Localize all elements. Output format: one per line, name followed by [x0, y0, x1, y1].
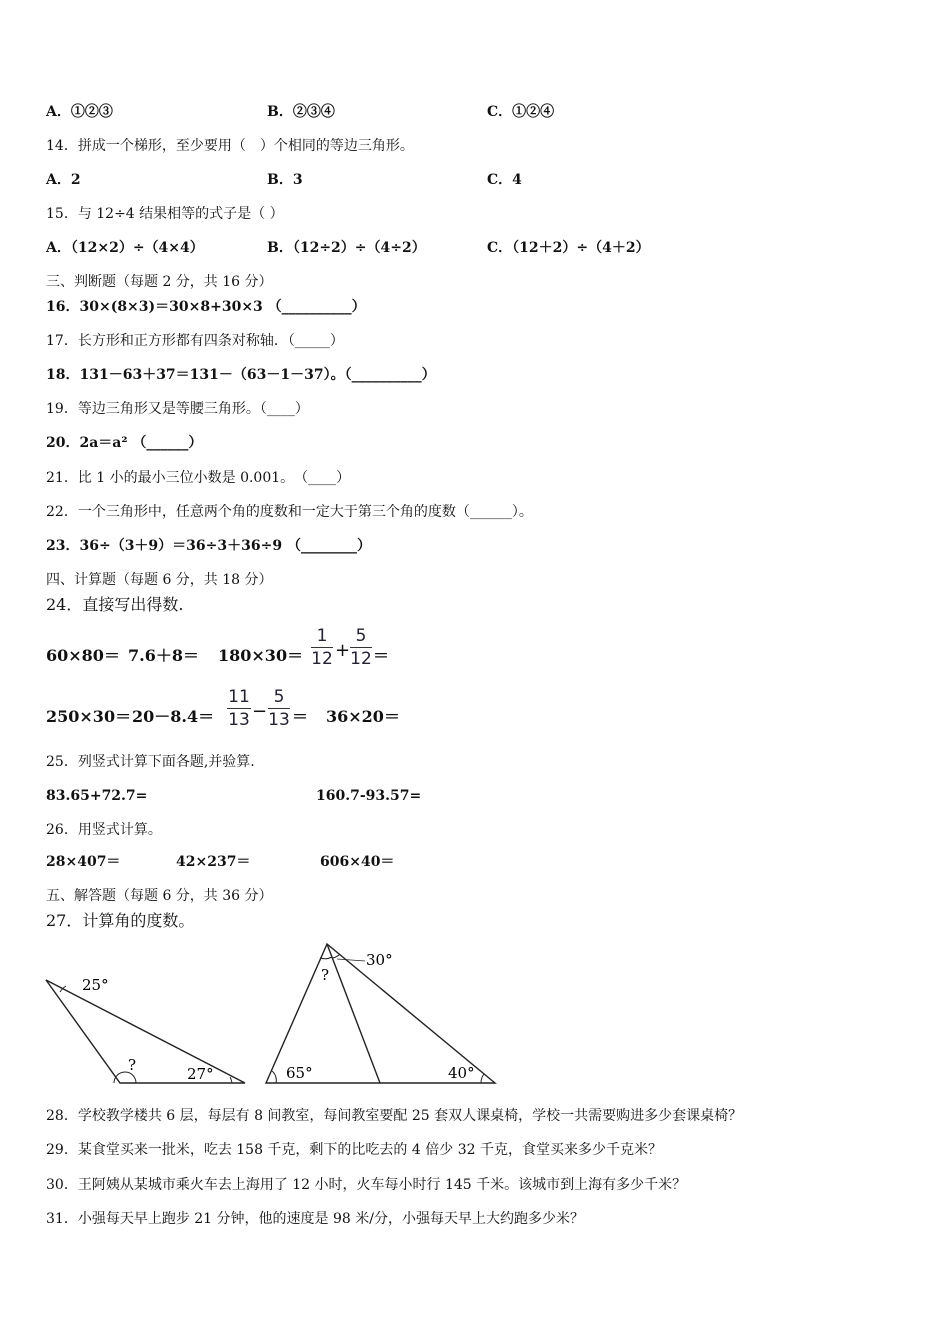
plus-sign: + — [335, 640, 351, 661]
q28: 28．学校教学楼共 6 层，每层有 8 间教室，每间教室要配 25 套双人课桌椅，学校一共需要购进多少套课桌椅？ — [46, 1108, 743, 1124]
section-4-heading: 四、计算题（每题 6 分，共 18 分） — [46, 572, 273, 588]
q15-option-b: B．（12÷2）÷（4÷2） — [267, 240, 426, 256]
q15-option-c: C．（12＋2）÷（4＋2） — [487, 240, 650, 256]
q13-option-b: B．②③④ — [267, 104, 335, 120]
q26-item-a: 28×407＝ — [46, 854, 121, 870]
q26-item-b: 42×237＝ — [176, 854, 251, 870]
minus-sign: − — [252, 701, 268, 722]
angle-label-unknown-1: ? — [128, 1056, 137, 1074]
q26-stem: 26．用竖式计算。 — [46, 822, 162, 838]
angle-label-40: 40° — [448, 1064, 475, 1082]
section-5-heading: 五、解答题（每题 6 分，共 36 分） — [46, 888, 273, 904]
q24-calc-3: 180×30＝ — [218, 646, 304, 665]
label-leader — [337, 959, 365, 961]
q13-option-a: A．①②③ — [46, 104, 113, 120]
q24-stem: 24．直接写出得数. — [46, 595, 184, 614]
q27-stem: 27．计算角的度数。 — [46, 911, 195, 930]
angle-label-unknown-2: ? — [321, 966, 330, 984]
angle-label-27: 27° — [187, 1065, 214, 1083]
q24-calc-6: 36×20＝ — [326, 707, 400, 726]
q24-fraction-2b: 5 13 — [268, 687, 290, 730]
angle-arc — [481, 1074, 484, 1083]
angle-label-30: 30° — [366, 951, 393, 969]
q25-stem: 25．列竖式计算下面各题,并验算. — [46, 754, 255, 770]
q23: 23．36÷（3＋9）＝36÷3＋36÷9 （________） — [46, 538, 371, 554]
q24-calc-5: 20－8.4＝ — [132, 707, 215, 726]
q24-fraction-1b: 5 12 — [350, 626, 372, 669]
q20: 20．2a＝a² （______） — [46, 435, 203, 451]
q19: 19．等边三角形又是等腰三角形。（____） — [46, 401, 309, 417]
angle-arc — [333, 954, 340, 958]
q29: 29．某食堂买来一批米，吃去 158 千克，剩下的比吃去的 4 倍少 32 千克，食堂买来多少千克米？ — [46, 1142, 662, 1158]
q14-stem: 14．拼成一个梯形，至少要用（ ）个相同的等边三角形。 — [46, 138, 414, 154]
q24-equals-2: ＝ — [292, 707, 309, 726]
q26-item-c: 606×40＝ — [320, 854, 395, 870]
angle-arc — [272, 1071, 276, 1083]
q27-triangle-figures — [40, 938, 510, 1090]
q15-option-a: A．（12×2）÷（4×4） — [46, 240, 204, 256]
q14-option-b: B．3 — [267, 172, 303, 188]
q24-calc-1: 60×80＝ — [46, 646, 120, 665]
q25-item-a: 83.65+72.7= — [46, 788, 148, 804]
q24-fraction-1a: 1 12 — [311, 626, 333, 669]
q24-calc-4: 250×30＝ — [46, 707, 132, 726]
q14-option-c: C．4 — [487, 172, 522, 188]
q15-stem: 15．与 12÷4 结果相等的式子是（ ） — [46, 206, 284, 222]
angle-arc — [230, 1077, 232, 1083]
q16: 16．30×(8×3)＝30×8+30×3 （__________） — [46, 299, 366, 315]
q22: 22．一个三角形中，任意两个角的度数和一定大于第三个角的度数（______）。 — [46, 504, 533, 520]
q31: 31．小强每天早上跑步 21 分钟，他的速度是 98 米/分，小强每天早上大约跑多少米？ — [46, 1211, 584, 1227]
angle-label-25: 25° — [82, 976, 109, 994]
q30: 30．王阿姨从某城市乘火车去上海用了 12 小时，火车每小时行 145 千米。该城市到上海有多少千米？ — [46, 1177, 687, 1193]
q13-option-c: C．①②④ — [487, 104, 555, 120]
q17: 17．长方形和正方形都有四条对称轴．（_____） — [46, 333, 344, 349]
angle-label-65: 65° — [286, 1064, 313, 1082]
q25-item-b: 160.7-93.57= — [316, 788, 422, 804]
q24-equals-1: ＝ — [373, 646, 390, 665]
q24-calc-2: 7.6＋8＝ — [128, 646, 199, 665]
section-3-heading: 三、判断题（每题 2 分，共 16 分） — [46, 274, 273, 290]
q18: 18．131－63＋37＝131－（63－1－37）。（__________） — [46, 367, 436, 383]
q21: 21．比 1 小的最小三位小数是 0.001。 （____） — [46, 470, 351, 486]
q24-fraction-2a: 11 13 — [228, 687, 250, 730]
q14-option-a: A．2 — [46, 172, 81, 188]
triangle-1 — [46, 980, 245, 1083]
